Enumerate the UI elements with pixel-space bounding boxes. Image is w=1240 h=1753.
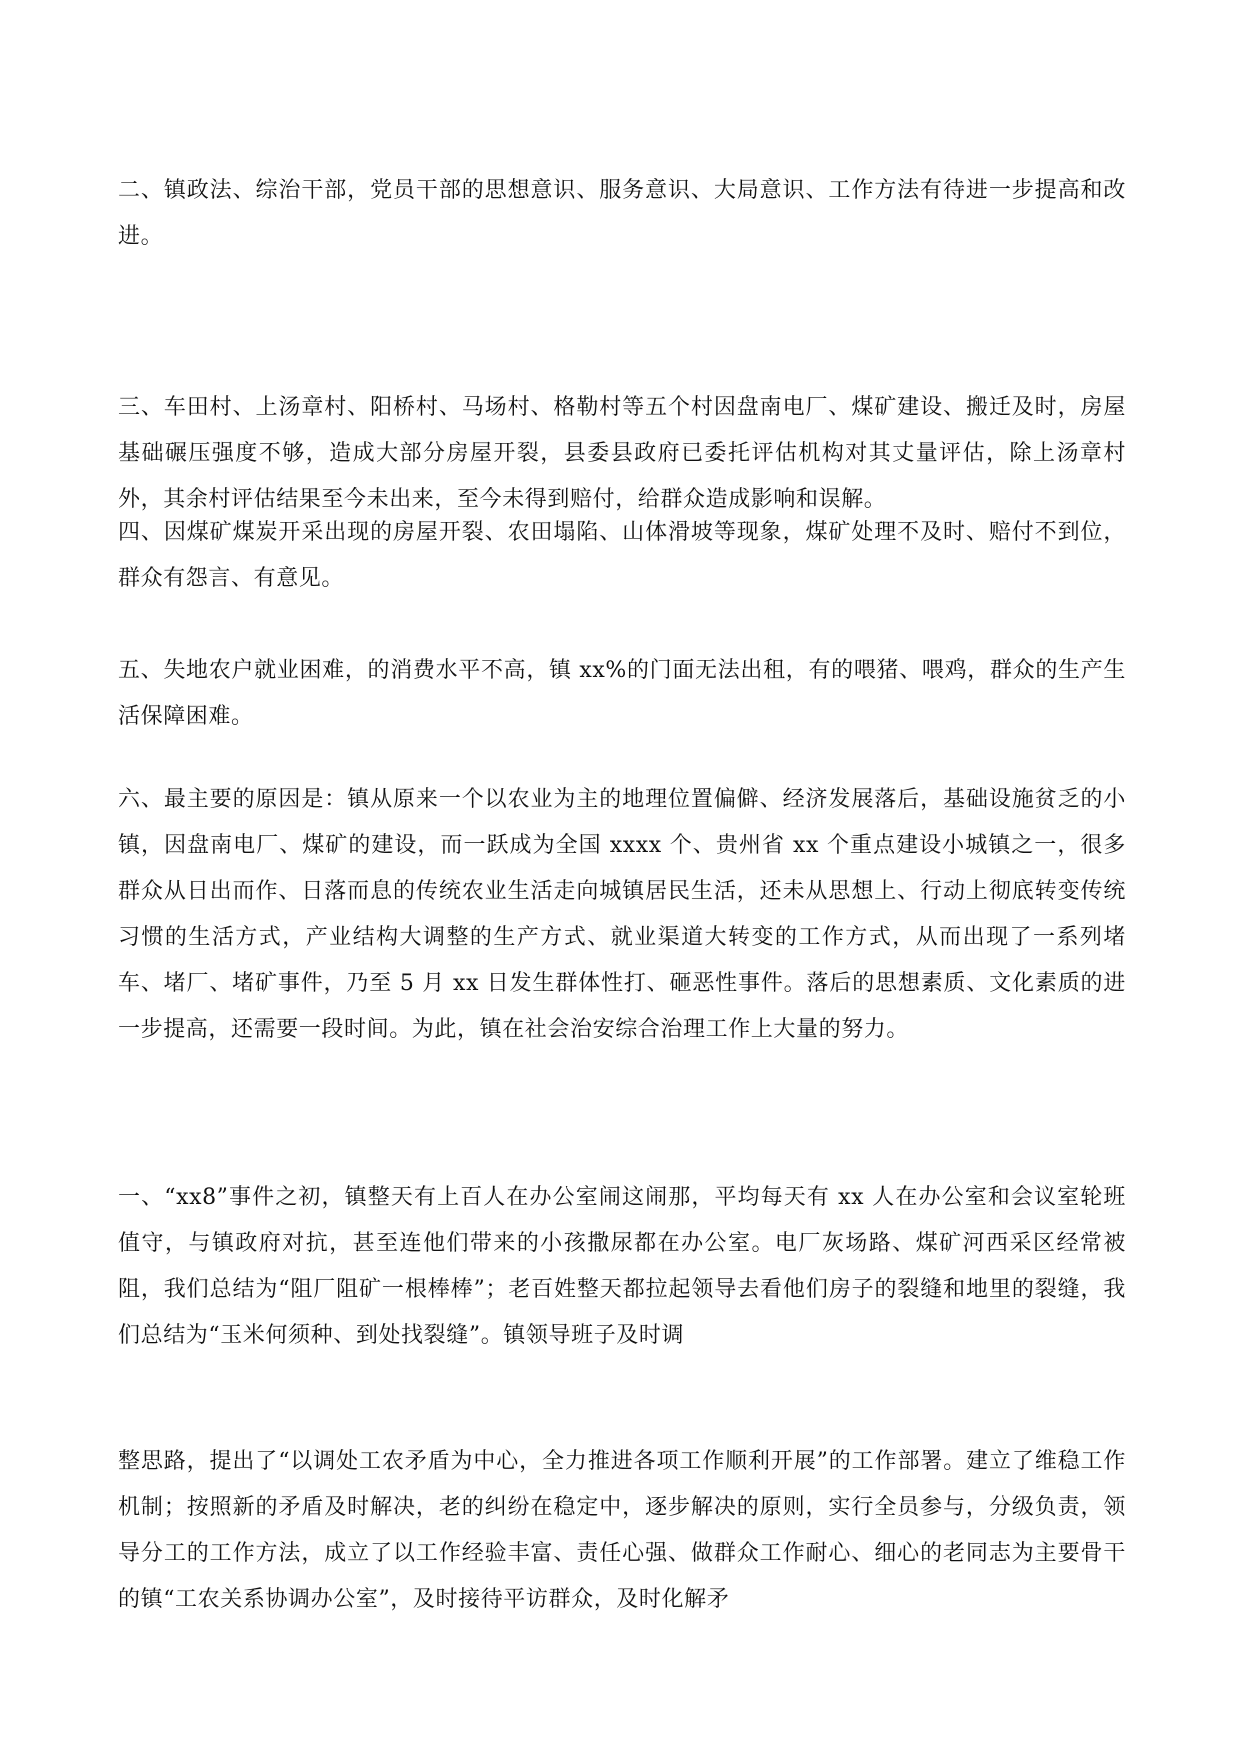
paragraph-continued: 整思路，提出了“以调处工农矛盾为中心，全力推进各项工作顺利开展”的工作部署。建立了维稳工作机制；按照新的矛盾及时解决，老的纠纷在稳定中，逐步解决的原则，实行全员参与，分级负责，领导分工的工作方法，成立了以工作经验丰富、责任心强、做群众工作耐心、细心的老同志为主要骨干的镇“工农关系协调办公室”，及时接待平访群众，及时化解矛 bbox=[118, 1449, 1126, 1612]
paragraph-5: 五、失地农户就业困难，的消费水平不高，镇 xx%的门面无法出租，有的喂猪、喂鸡，群众的生产生活保障困难。 bbox=[118, 658, 1126, 729]
paragraph-4: 四、因煤矿煤炭开采出现的房屋开裂、农田塌陷、山体滑坡等现象，煤矿处理不及时、赔付不到位，群众有怨言、有意见。 bbox=[118, 520, 1126, 591]
paragraph-measures-1: 一、“xx8”事件之初，镇整天有上百人在办公室闹这闹那，平均每天有 xx 人在办公室和会议室轮班值守，与镇政府对抗，甚至连他们带来的小孩撒尿都在办公室。电厂灰场路、煤矿河西采区经常被阻，我们总结为“阻厂阻矿一根棒棒”；老百姓整天都拉起领导去看他们房子的裂缝和地里的裂缝，我们总结为“玉米何须种、到处找裂缝”。镇领导班子及时调 bbox=[118, 1185, 1126, 1348]
paragraph-3: 三、车田村、上汤章村、阳桥村、马场村、格勒村等五个村因盘南电厂、煤矿建设、搬迁及时，房屋基础碾压强度不够，造成大部分房屋开裂，县委县政府已委托评估机构对其丈量评估，除上汤章村外，其余村评估结果至今未出来，至今未得到赔付，给群众造成影响和误解。 bbox=[118, 395, 1126, 512]
paragraph-2: 二、镇政法、综治干部，党员干部的思想意识、服务意识、大局意识、工作方法有待进一步提高和改进。 bbox=[118, 178, 1126, 249]
paragraph-6: 六、最主要的原因是：镇从原来一个以农业为主的地理位置偏僻、经济发展落后，基础设施贫乏的小镇，因盘南电厂、煤矿的建设，而一跃成为全国 xxxx 个、贵州省 xx 个重点建设小城镇之一，很多群众从日出而作、日落而息的传统农业生活走向城镇居民生活，还未从思想上、行动上彻底转变传统习惯的生活方式，产业结构大调整的生产方式、就业渠道大转变的工作方式，从而出现了一系列堵车、堵厂、堵矿事件，乃至 5 月 xx 日发生群体性打、砸恶性事件。落后的思想素质、文化素质的进一步提高，还需要一段时间。为此，镇在社会治安综合治理工作上大量的努力。 bbox=[118, 787, 1126, 1042]
